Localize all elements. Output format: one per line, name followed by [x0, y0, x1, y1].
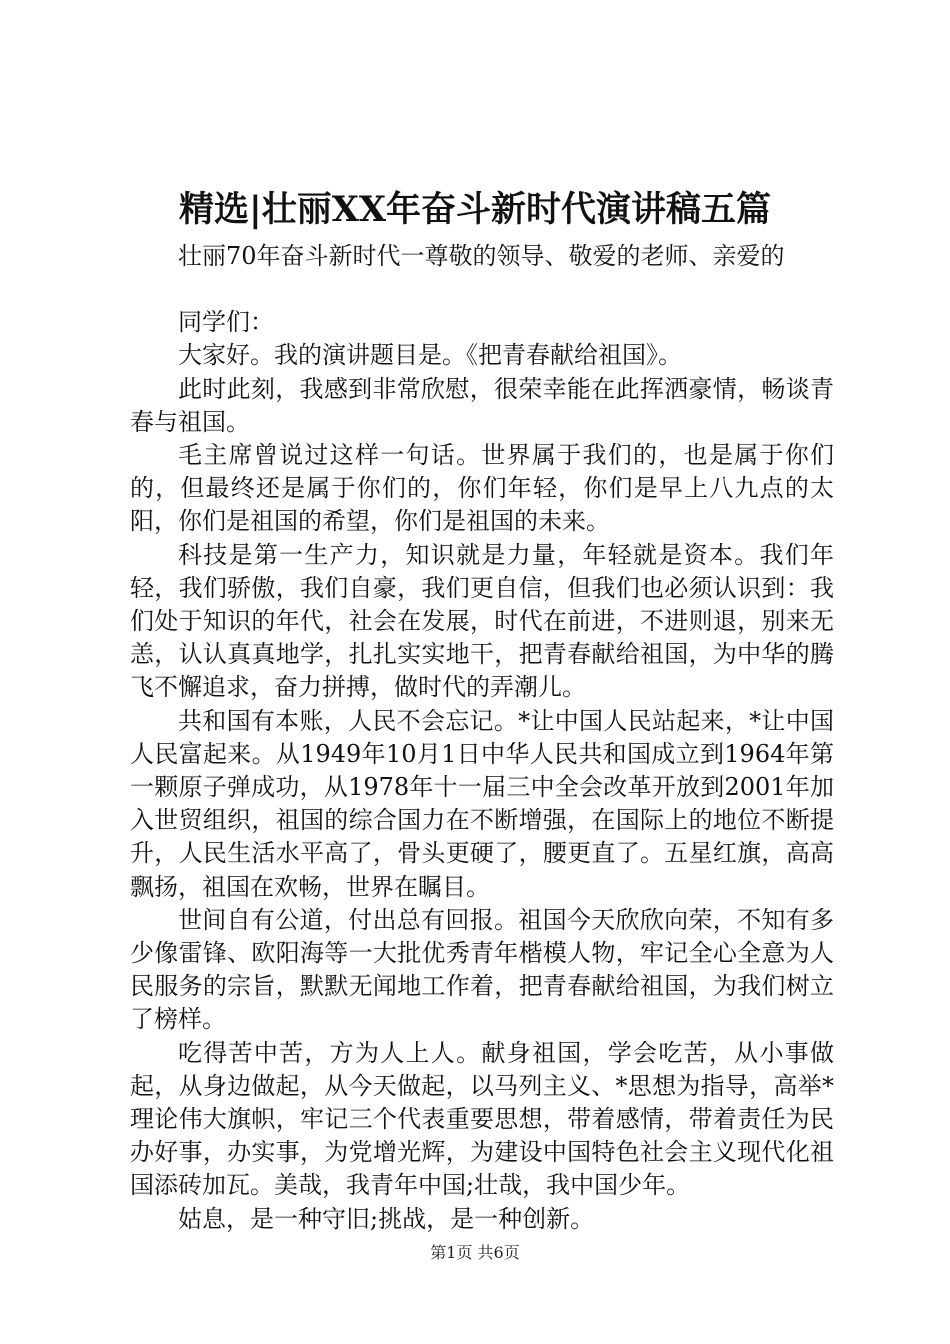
paragraph-republic: 共和国有本账，人民不会忘记。*让中国人民站起来，*让中国人民富起来。从1949年10月1日中华人民共和国成立到1964年第一颗原子弹成功，从1978年十一届三中全会改革开放到2001年加入世贸组织，祖国的综合国力在不断增强，在国际上的地位不断提升，人民生活水平高了，骨头更硬了，腰更直了。五星红旗，高高飘扬，祖国在欢畅，世界在瞩目。 [130, 706, 834, 901]
paragraph-greeting: 大家好。我的演讲题目是。《把青春献给祖国》。 [178, 341, 682, 370]
document-body [130, 240, 834, 1236]
paragraph-moment: 此时此刻，我感到非常欣慰，很荣幸能在此挥洒豪情，畅谈青春与祖国。 [130, 374, 834, 436]
paragraph-hardship: 吃得苦中苦，方为人上人。献身祖国，学会吃苦，从小事做起，从身边做起，从今天做起，以马列主义、*思想为指导，高举*理论伟大旗帜，牢记三个代表重要思想，带着感情，带着责任为民办好事，办实事，为党增光辉，为建设中国特色社会主义现代化祖国添砖加瓦。美哉，我青年中国;壮哉，我中国少年。 [130, 1038, 834, 1200]
paragraph-justice: 世间自有公道，付出总有回报。祖国今天欣欣向荣，不知有多少像雷锋、欧阳海等一大批优秀青年楷模人物，牢记全心全意为人民服务的宗旨，默默无闻地工作着，把青春献给祖国，为我们树立了榜样。 [130, 905, 834, 1034]
paragraph-innovation: 姑息，是一种守旧;挑战，是一种创新。 [178, 1204, 595, 1233]
paragraph-chairman-quote: 毛主席曾说过这样一句话。世界属于我们的，也是属于你们的，但最终还是属于你们的，你们年轻，你们是早上八九点的太阳，你们是祖国的希望，你们是祖国的未来。 [130, 441, 834, 536]
paragraph-intro-line: 壮丽70年奋斗新时代一尊敬的领导、敬爱的老师、亲爱的 [178, 242, 785, 270]
document-title: 精选|壮丽XX年奋斗新时代演讲稿五篇 [178, 189, 772, 230]
paragraph-salutation: 同学们： [178, 308, 274, 337]
page-footer: 第1页 共6页 [430, 1243, 520, 1262]
paragraph-technology: 科技是第一生产力，知识就是力量，年轻就是资本。我们年轻，我们骄傲，我们自豪，我们更自信，但我们也必须认识到：我们处于知识的年代，社会在发展，时代在前进，不进则退，别来无恙，认认真真地学，扎扎实实地干，把青春献给祖国，为中华的腾飞不懈追求，奋力拼搏，做时代的弄潮儿。 [130, 540, 834, 702]
